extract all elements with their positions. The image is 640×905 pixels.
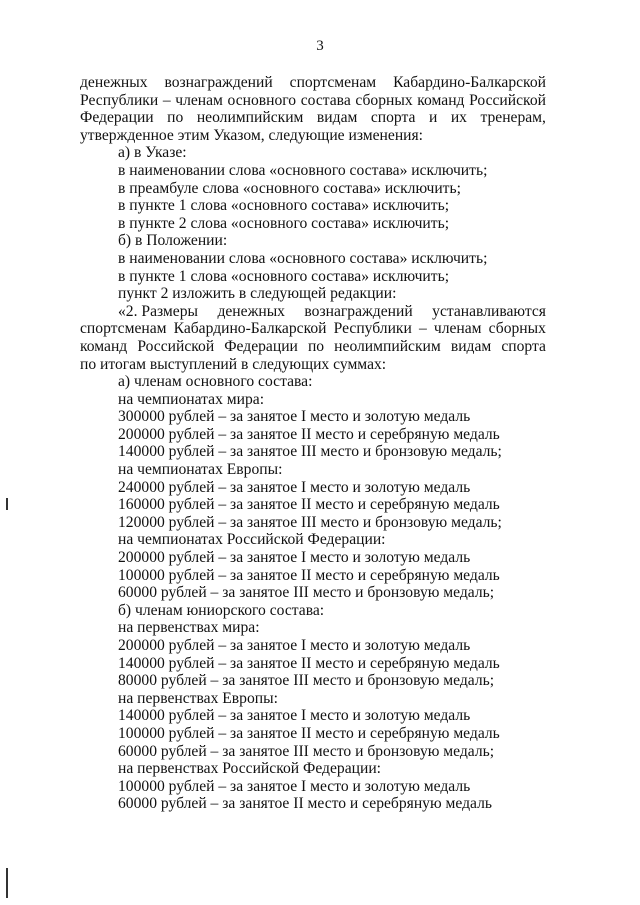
change-item: в пункте 2 слова «основного состава» исключить; — [118, 214, 450, 232]
word: членам — [433, 320, 482, 338]
change-item: в пункте 1 слова «основного состава» исключить; — [118, 197, 450, 215]
award-line: 80000 рублей – за занятое III место и бронзовую медаль; — [118, 672, 495, 690]
word: Российской — [469, 91, 546, 109]
award-line: 140000 рублей – за занятое III место и бронзовую медаль; — [118, 443, 502, 461]
section-header: а) членам основного состава: — [118, 373, 313, 391]
word: неолимпийским — [334, 337, 441, 355]
award-line: 60000 рублей – за занятое II место и серебряную медаль — [118, 795, 492, 813]
word: состава — [300, 91, 351, 109]
award-line: 240000 рублей – за занятое I место и золотую медаль — [118, 478, 471, 496]
page-number: 3 — [316, 38, 324, 54]
change-item: в наименовании слова «основного состава» исключить; — [118, 249, 488, 267]
change-header-a: а) в Указе: — [118, 144, 187, 162]
group-title: на первенствах Европы: — [118, 689, 278, 707]
word: спортсменам — [80, 320, 167, 338]
section-header: б) членам юниорского состава: — [118, 601, 325, 619]
word: Кабардино-Балкарской — [173, 320, 327, 338]
word: Российской — [137, 337, 215, 355]
group-title: на чемпионатах Российской Федерации: — [118, 531, 386, 549]
document-body — [80, 74, 546, 813]
group-title: на первенствах мира: — [118, 619, 260, 637]
award-line: 200000 рублей – за занятое I место и золотую медаль — [118, 637, 471, 654]
intro-line — [80, 74, 546, 92]
award-line: 100000 рублей – за занятое II место и серебряную медаль — [118, 724, 500, 742]
intro-line — [80, 92, 546, 110]
word: устанавливаются — [432, 302, 546, 320]
word: основного — [227, 91, 297, 109]
award-line: 100000 рублей – за занятое I место и золотую медаль — [118, 777, 471, 795]
word: членам — [175, 91, 223, 109]
word: спортсменам — [289, 74, 377, 91]
point2-line: по итогам выступлений в следующих суммах: — [80, 355, 387, 373]
word: Федерации — [80, 109, 154, 127]
word: Республики — [333, 320, 412, 338]
award-line: 140000 рублей – за занятое I место и золотую медаль — [118, 707, 471, 725]
word: тренерам, — [480, 109, 546, 127]
word: вознаграждений — [164, 74, 273, 91]
award-line: 60000 рублей – за занятое III место и бронзовую медаль; — [118, 742, 495, 760]
word: Республики — [80, 91, 159, 109]
word: – — [418, 320, 427, 338]
intro-line — [80, 109, 546, 127]
award-line: 160000 рублей – за занятое II место и серебряную медаль — [118, 496, 500, 514]
word: по — [167, 109, 184, 127]
change-item: пункт 2 изложить в следующей редакции: — [118, 285, 397, 303]
award-line: 120000 рублей – за занятое III место и бронзовую медаль; — [118, 513, 502, 531]
group-title: на чемпионатах Европы: — [118, 461, 283, 479]
margin-mark — [6, 498, 8, 510]
group-title: на чемпионатах мира: — [118, 390, 265, 408]
word: спорта — [370, 109, 416, 127]
award-line: 100000 рублей – за занятое II место и серебряную медаль — [118, 566, 500, 584]
word: команд — [80, 337, 128, 355]
word: сборных — [355, 91, 413, 109]
award-line: 300000 рублей – за занятое I место и золотую медаль — [118, 408, 471, 426]
word: сборных — [488, 320, 546, 338]
word: неолимпийским — [196, 109, 304, 127]
point2-line — [80, 320, 546, 338]
word: спорта — [501, 337, 546, 355]
point2-line — [80, 303, 546, 321]
award-line: 60000 рублей – за занятое III место и бронзовую медаль; — [118, 584, 495, 602]
award-line: 140000 рублей – за занятое II место и серебряную медаль — [118, 654, 500, 672]
point2-line — [80, 338, 546, 356]
margin-mark — [6, 868, 8, 898]
word: Кабардино-Балкарской — [393, 74, 546, 91]
word: их — [450, 109, 467, 127]
word: видам — [316, 109, 358, 127]
change-item: в пункте 1 слова «основного состава» исключить; — [118, 267, 450, 285]
word: команд — [417, 91, 465, 109]
change-item: в наименовании слова «основного состава» исключить; — [118, 161, 488, 179]
award-line: 200000 рублей – за занятое I место и золотую медаль — [118, 549, 471, 567]
word: денежных — [80, 74, 148, 91]
word: «2. Размеры — [118, 302, 198, 320]
word: Федерации — [224, 337, 298, 355]
change-header-b: б) в Положении: — [118, 232, 228, 250]
word: и — [428, 109, 438, 127]
word: вознаграждений — [304, 302, 413, 320]
intro-line: утвержденное этим Указом, следующие изменения: — [80, 126, 424, 144]
word: денежных — [217, 302, 285, 320]
group-title: на первенствах Российской Федерации: — [118, 760, 381, 778]
award-line: 200000 рублей – за занятое II место и серебряную медаль — [118, 425, 500, 443]
word: видам — [450, 337, 492, 355]
change-item: в преамбуле слова «основного состава» исключить; — [118, 179, 461, 197]
word: по — [307, 337, 325, 355]
word: – — [162, 91, 171, 109]
